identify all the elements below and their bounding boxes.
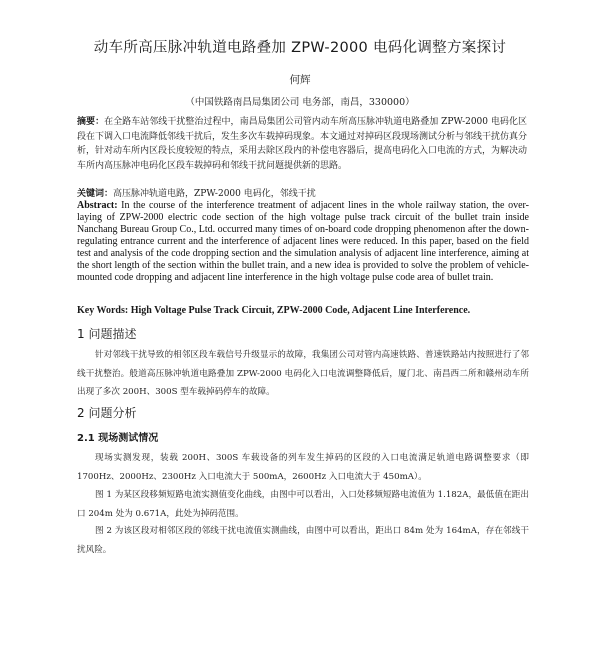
en-keywords-text: High Voltage Pulse Track Circuit, ZPW-2000 Code, Adjacent Line Interference. (130, 305, 471, 316)
cn-abstract (77, 115, 527, 173)
section-2-heading: 2 问题分析 (77, 406, 137, 420)
cn-abstract-label: 摘要： (77, 117, 105, 127)
en-keywords (77, 305, 529, 317)
section-1-heading: 1 问题描述 (77, 327, 137, 341)
cn-keywords-text: 高压脉冲轨道电路，ZPW-2000 电码化，邻线干扰 (113, 189, 316, 199)
en-abstract-text: In the course of the interference treatment of adjacent lines in the whole railway station, the over-laying of ZPW-2000 electric code section of the high voltage pulse track circuit of the bullet train inside Nanchang Bureau Group Co., Ltd. occurred many times of on-board code dropping phenomenon after the down-regulating entrance current and the interference of adjacent lines were reduced. In this paper, based on the field test and analysis of the code dropping section and the simulation analysis of adjacent line interference, aiming at the short length of the section within the bullet train, and a new idea is provided to solve the problem of vehicle-mounted code dropping and adjacent line interference in the high voltage pulse code area of bullet train. (77, 200, 530, 283)
cn-abstract-text: 在全路车站邻线干扰整治过程中，南昌局集团公司管内动车所高压脉冲轨道电路叠加 ZPW-2000 电码化区段在下调入口电流降低邻线干扰后，发生多次车载掉码现象。本文通过对掉码区段现场测试分析与邻线干扰仿真分析，针对动车所内区段长度较短的特点，采用去除区段内的补偿电容器后，提高电码化入口电流的方式，为解决动车所内高压脉冲电码化区段车载掉码和邻线干扰问题提供新的思路。 (77, 117, 528, 171)
en-keywords-label: Key Words: (77, 305, 129, 316)
section-2-1-paragraph-3: 图 2 为该区段对相邻区段的邻线干扰电流值实测曲线，由图中可以看出，距出口 84m 处为 164mA，存在邻线干扰风险。 (77, 526, 529, 555)
en-abstract (77, 200, 529, 284)
cn-keywords-label: 关键词： (77, 189, 114, 199)
paper-affiliation: （中国铁路南昌局集团公司 电务部，南昌，330000） (185, 97, 415, 108)
paper-author: 何辉 (289, 74, 311, 86)
section-2-1-heading: 2.1 现场测试情况 (77, 433, 159, 444)
section-1-paragraph: 针对邻线干扰导致的相邻区段车载信号升级显示的故障，我集团公司对管内高速铁路、普速铁路站内按照进行了邻线干扰整治。般道高压脉冲轨道电路叠加 ZPW-2000 电码化入口电流调整降低后，厦门北、南昌西二所和赣州动车所出现了多次 200H、300S 型车载掉码停车的故障。 (77, 350, 529, 397)
section-2-1-paragraph-1: 现场实测发现，装载 200H、300S 车载设备的列车发生掉码的区段的入口电流满足轨道电路调整要求（即 1700Hz、2000Hz、2300Hz 入口电流大于 500mA，2600Hz 入口电流大于 450mA）。 (77, 453, 529, 482)
en-abstract-label: Abstract: (77, 200, 118, 211)
section-2-1-paragraph-2: 图 1 为某区段移频短路电流实测值变化曲线，由图中可以看出，入口处移频短路电流值为 1.182A，最低值在距出口 204m 处为 0.671A，此处为掉码范围。 (77, 490, 529, 519)
paper-title: 动车所高压脉冲轨道电路叠加 ZPW-2000 电码化调整方案探讨 (93, 40, 507, 56)
